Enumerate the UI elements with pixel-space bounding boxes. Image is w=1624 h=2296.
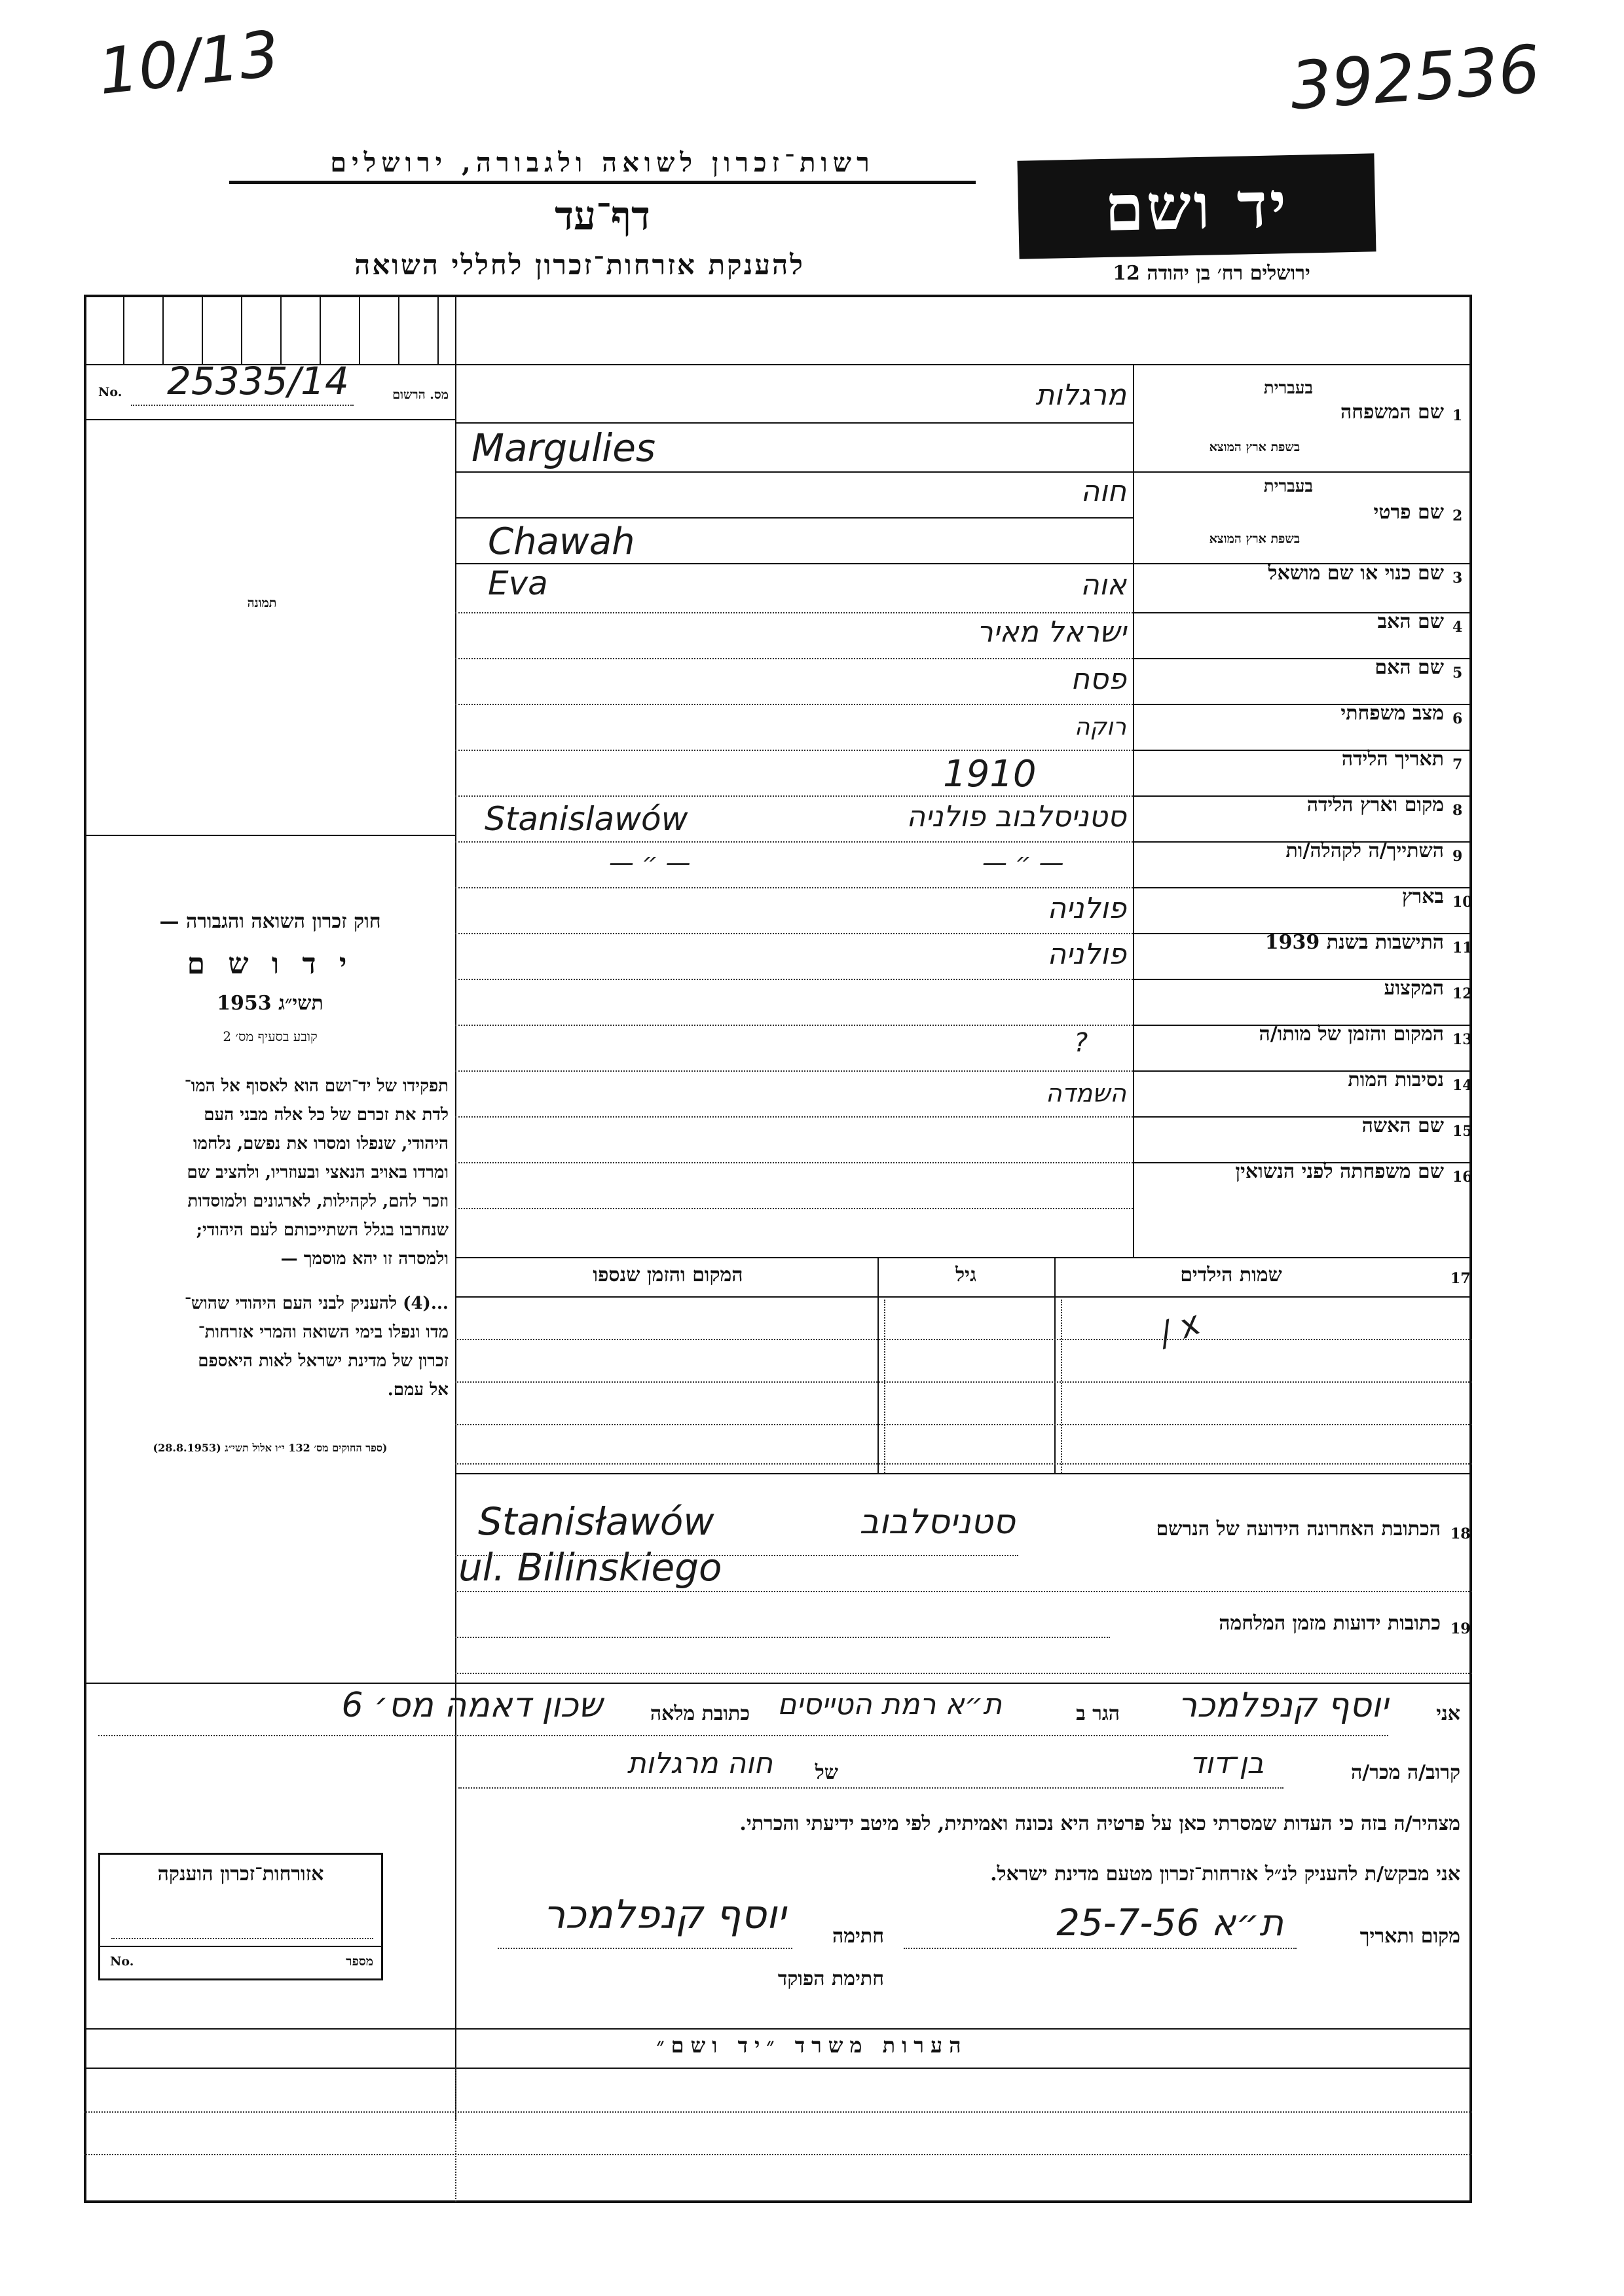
field-number: 5 (1452, 665, 1463, 682)
law-text-line: ...(4) להעניק לבני העם היהודי שהוש־ (184, 1294, 449, 1313)
field-label-country: בארץ (1401, 885, 1444, 908)
declaration-dotted-line (458, 1787, 1283, 1789)
birth-place-hebrew-value: סטניסלבוב פולניה (906, 800, 1126, 833)
seal-box-line (98, 1946, 383, 1947)
declaration-of-name: חוה מרגלות (627, 1747, 773, 1780)
field-label-wife-name: שם האשה (1361, 1114, 1444, 1137)
community-value-repeat: — ״ — (982, 848, 1064, 877)
handwritten-folio-number: 10/13 (94, 16, 283, 109)
seal-box-no-label: No. (110, 1954, 134, 1969)
field-label-death-place-time: המקום והזמן של מותו/ה (1259, 1023, 1444, 1046)
office-notes-line (84, 2154, 1472, 2155)
yad-vashem-logo (1017, 153, 1376, 259)
field-number: 18 (1450, 1525, 1471, 1542)
address-dotted-line (455, 1637, 1110, 1638)
field-number: 12 (1452, 985, 1473, 1002)
law-text-line: מדו ונפלו בימי השואה והמרי אזרחות־ (198, 1322, 449, 1342)
children-row-line (455, 1424, 1472, 1425)
seal-box-title: אזורחות־זכרון הוענקה (157, 1863, 324, 1886)
first-name-foreign-value: Chawah (488, 520, 635, 563)
field-sublabel-foreign: בשפת ארץ המוצא (1209, 532, 1300, 546)
children-row-line (455, 1463, 1472, 1465)
nickname-hebrew-value: אוה (1080, 568, 1126, 602)
field-16-line (455, 1208, 1133, 1209)
children-row-line (455, 1381, 1472, 1383)
field-number: 14 (1452, 1077, 1473, 1094)
address-dotted-line (455, 1591, 1472, 1592)
surname-hebrew-value: מרגלות (1035, 378, 1126, 412)
children-empty-mark: / x (1153, 1303, 1206, 1353)
last-address-foreign-value: Stanisławów (478, 1499, 714, 1544)
residence-1939-value: פולניה (1047, 938, 1126, 971)
field-number: 9 (1452, 848, 1463, 865)
strip-divider (320, 295, 321, 364)
field-number: 17 (1450, 1270, 1471, 1287)
field-9-line (455, 887, 1133, 888)
declaration-dotted-line (904, 1948, 1297, 1949)
field-number: 7 (1452, 756, 1463, 773)
declaration-signature-label: חתימה (832, 1925, 884, 1948)
field-label-residence-1939: התישבות בשנת 1939 (1264, 931, 1444, 954)
address-dotted-line (455, 1673, 1472, 1674)
field-number: 13 (1452, 1031, 1473, 1048)
organization-line: רשות־זכרון לשואה ולגבורה, ירושלים (330, 147, 875, 178)
field-3-line (455, 612, 1133, 613)
children-col-dotted (1061, 1300, 1062, 1473)
field-label-birth-date: תאריך הלידה (1341, 748, 1444, 771)
field-16-bottom-line (455, 1257, 1472, 1258)
field-14-line (455, 1116, 1133, 1118)
children-col-place-time: המקום והזמן שנספו (593, 1264, 743, 1286)
strip-divider (359, 295, 360, 364)
law-title: חוק זכרון השואה והגבורה — (159, 910, 381, 933)
organization-underline (229, 181, 976, 184)
field-10-line (455, 933, 1133, 934)
office-notes-col-divider (455, 2068, 456, 2202)
field-label-mother: שם האם (1375, 656, 1444, 679)
declaration-i-am: אני (1436, 1702, 1460, 1725)
address-top-line (455, 1473, 1472, 1474)
law-clause: קובע בסעיף מס׳ 2 (223, 1029, 318, 1044)
strip-divider (398, 295, 399, 364)
children-col-age: גיל (955, 1264, 976, 1286)
law-text-line: זכרון של מדינת ישראל לאות היאספם (198, 1351, 449, 1371)
strip-divider (241, 295, 242, 364)
strip-divider (202, 295, 203, 364)
children-col-divider (1054, 1257, 1056, 1473)
field-label-birth-place: מקום וארץ הלידה (1306, 793, 1444, 816)
law-text-line: היהודי, שנפלו ומסרו את נפשם, נלחמו (193, 1134, 449, 1154)
strip-divider (280, 295, 282, 364)
registry-dotted-line (131, 405, 354, 406)
field-number: 1 (1452, 407, 1463, 424)
field-11-line (455, 979, 1133, 980)
strip-divider (437, 295, 439, 364)
seal-box-dotted-line (111, 1938, 373, 1939)
children-row-line (455, 1339, 1472, 1340)
field-label-death-circumstances: נסיבות המות (1348, 1068, 1444, 1091)
field-number: 2 (1452, 507, 1463, 524)
field-label-father: שם האב (1377, 610, 1444, 633)
law-text-line: ולמסרה זו יהא מוסמך — (280, 1249, 449, 1269)
declaration-relative-label: קרוב/ה מכר/ה (1351, 1761, 1460, 1784)
officer-signature-label: חתימת הפוקד (777, 1967, 884, 1990)
form-title: דף־עד (555, 193, 650, 239)
form-subtitle: להענקת אזרחות־זכרון לחללי השואה (354, 249, 805, 281)
address-dotted-line (455, 1555, 1018, 1556)
law-year: תשי״ג 1953 (217, 992, 323, 1015)
field-label-maiden-name: שם משפחתה לפני הנשואין (1235, 1160, 1444, 1183)
nickname-foreign-value: Eva (488, 564, 548, 602)
declaration-dotted-line (98, 1735, 1388, 1736)
field-sublabel-foreign: בשפת ארץ המוצא (1209, 440, 1300, 454)
law-text-line: אל עמם. (387, 1380, 449, 1400)
law-name: י ד ו ש ם (187, 947, 354, 981)
declarant-relation: בן־דוד (1189, 1747, 1264, 1780)
field-7-line (455, 795, 1133, 797)
field-sublabel-hebrew: בעברית (1263, 477, 1313, 496)
office-notes-top-line (84, 2028, 1472, 2030)
declaration-of-label: של (815, 1761, 838, 1784)
declaration-resident-of: הגר ב (1076, 1702, 1120, 1725)
field-8-line (455, 841, 1133, 843)
field-6-line (455, 750, 1133, 751)
first-name-hebrew-value: חוה (1080, 475, 1126, 508)
field-1-bottom-line (455, 471, 1472, 473)
marital-status-value: רוקה (1074, 714, 1126, 740)
photo-label: תמונה (247, 596, 277, 610)
declaration-request: אני מבקש/ת להעניק לנ״ל אזרחות־זכרון מטעם מדינת ישראל. (990, 1863, 1460, 1886)
registry-number: 25335/14 (167, 359, 349, 403)
photo-bottom-line (84, 835, 455, 836)
law-text-line: וזכר להם, לקהילות, לארגונים ולמוסדות (187, 1192, 449, 1211)
declaration-statement: מצהיר/ה בזה כי העדות שמסרתי כאן על פרטיה היא נכונה ואמיתית, לפי מיטב ידיעתי והכרתי. (739, 1812, 1460, 1835)
birth-place-foreign-value: Stanislawów (485, 800, 688, 838)
strip-divider (123, 295, 124, 364)
field-label-profession: המקצוע (1384, 977, 1444, 1000)
children-col-names: שמות הילדים (1180, 1264, 1282, 1286)
field-label-nickname: שם כנוי או שם מושאל (1268, 562, 1444, 585)
field-number: 15 (1452, 1123, 1473, 1140)
law-text-line: לדת את זכרם של כל אלה מבני העם (204, 1105, 449, 1125)
office-notes-header-line (84, 2068, 1472, 2069)
community-value: — ״ — (609, 848, 691, 877)
children-col-dotted (884, 1300, 885, 1473)
registry-label: מס. הרשום (392, 388, 449, 402)
registry-no-label: No. (98, 385, 122, 399)
declaration-dotted-line (498, 1948, 792, 1949)
logo-address: ירושלים רח׳ בן יהודה 12 (1113, 262, 1310, 285)
children-col-divider (877, 1257, 879, 1473)
field-1-mid-line (455, 422, 1133, 424)
children-header-line (455, 1296, 1472, 1298)
declarant-full-address: שכון דאמה מס׳ 6 (341, 1686, 602, 1725)
declaration-top-line (84, 1683, 1472, 1684)
country-value: פולניה (1047, 892, 1126, 925)
declaration-place-date-label: מקום ותאריך (1359, 1925, 1460, 1948)
declarant-residence: ת״א רמת הטייסים (777, 1688, 1002, 1721)
birth-date-value: 1910 (943, 753, 1037, 795)
strip-divider (162, 295, 164, 364)
mother-name-value: פסח (1071, 663, 1126, 696)
declarant-name: יוסף קנפלמכר (1177, 1686, 1388, 1725)
field-label-community: השתייך/ה לקהלה/ות (1285, 839, 1444, 862)
field-5-line (455, 704, 1133, 705)
death-circumstances-value: השמדה (1045, 1079, 1126, 1108)
registry-line (84, 419, 455, 420)
declaration-place-date-value: ת״א 25-7-56 (1056, 1902, 1283, 1944)
declarant-signature: יוסף קנפלמכר (543, 1892, 786, 1938)
declaration-full-address-label: כתובת מלאה (650, 1702, 750, 1725)
field-number: 6 (1452, 710, 1463, 727)
field-number: 10 (1452, 894, 1473, 911)
law-text-line: תפקידו של יד־ושם הוא לאסוף אל המו־ (184, 1076, 449, 1096)
field-number: 11 (1452, 939, 1473, 957)
field-sublabel-hebrew: בעברית (1263, 378, 1313, 398)
field-number: 8 (1452, 802, 1463, 819)
field-number: 19 (1450, 1620, 1471, 1637)
surname-foreign-value: Margulies (471, 426, 656, 470)
law-source: (ספר החוקים מס׳ 132 י״ו אלול תשי״ג (28.8.1953) (153, 1442, 388, 1454)
field-label-first-name: שם פרטי (1373, 501, 1444, 524)
field-number: 16 (1452, 1169, 1473, 1186)
last-address-hebrew-value: סטניסלבוב (859, 1503, 1015, 1542)
label-column-divider (1133, 364, 1134, 1257)
field-12-line (455, 1025, 1133, 1026)
field-number: 4 (1452, 619, 1463, 636)
handwritten-document-number: 392536 (1287, 30, 1543, 125)
father-name-value: ישראל מאיר (976, 615, 1126, 649)
field-label-last-address: הכתובת האחרונה הידועה של הנרשם (1156, 1518, 1441, 1540)
logo-text: יד ושם (1103, 167, 1290, 246)
last-address-street-value: ul. Bilinskiego (458, 1545, 722, 1590)
field-label-surname: שם המשפחה (1340, 401, 1444, 424)
field-2-mid-line (455, 517, 1133, 519)
field-4-line (455, 658, 1133, 659)
field-13-line (455, 1070, 1133, 1072)
office-notes-line (84, 2111, 1472, 2113)
field-15-line (455, 1162, 1133, 1163)
office-notes-title: הערות משרד ״יד ושם״ (656, 2033, 968, 2058)
seal-box-number-label: מספר (346, 1954, 373, 1969)
death-place-time-value: ? (1074, 1028, 1088, 1058)
law-text-line: ומרדו באויב הנאצי ובעוזריו, ולהציב שם (187, 1163, 449, 1182)
law-text-line: שנחרבו בגלל השתייכותם לעם היהודי; (196, 1220, 449, 1240)
field-label-wartime-addresses: כתובות ידועות מזמן המלחמה (1219, 1612, 1441, 1635)
field-label-marital-status: מצב משפחתי (1340, 702, 1444, 725)
field-number: 3 (1452, 570, 1463, 587)
